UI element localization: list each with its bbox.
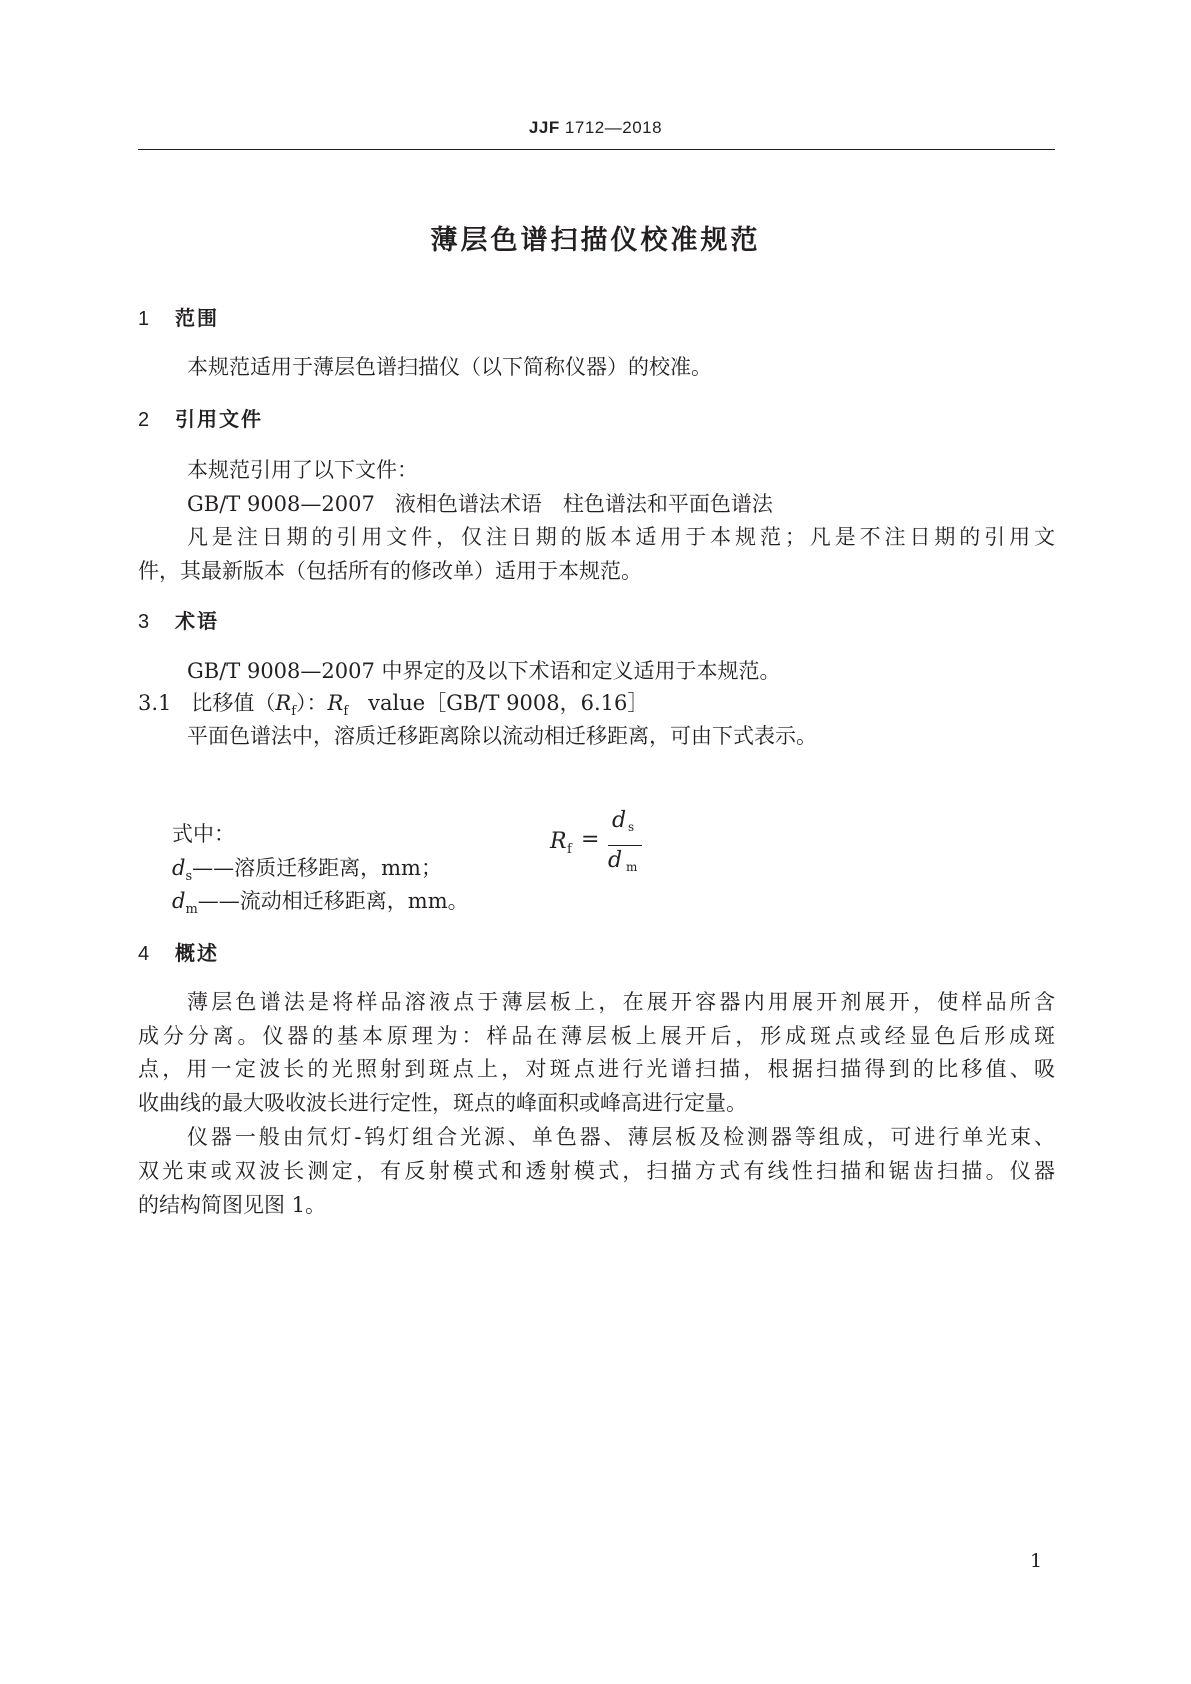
variable-symbol: d	[172, 856, 186, 880]
term-english: value［GB/T 9008，6.16］	[368, 691, 649, 715]
variable-description: ——溶质迁移距离，mm；	[192, 856, 442, 880]
variable-subscript: m	[185, 902, 198, 917]
paragraph-line: 平面色谱法中，溶质迁移距离除以流动相迁移距离，可由下式表示。	[187, 724, 817, 748]
where-label: 式中：	[172, 822, 235, 846]
term-english-symbol: R	[327, 691, 344, 715]
section-number: 1	[138, 308, 150, 330]
reference-entry	[187, 488, 773, 518]
term-english-subscript: f	[343, 704, 349, 719]
formula-denominator-sub: m	[626, 860, 638, 874]
term-3-1	[138, 687, 1055, 717]
paragraph-line: 双光束或双波长测定，有反射模式和透射模式，扫描方式有线性扫描和锯齿扫描。仪器	[138, 1159, 1055, 1183]
variable-subscript: s	[185, 869, 193, 884]
section-number: 4	[138, 943, 150, 965]
section-title: 引用文件	[175, 407, 263, 431]
section-heading-4	[138, 937, 219, 966]
section-title: 术语	[175, 609, 219, 633]
section-title: 概述	[175, 941, 219, 965]
term-number: 3.1	[138, 691, 172, 715]
paragraph-line: 本规范适用于薄层色谱扫描仪（以下简称仪器）的校准。	[187, 355, 712, 379]
document-title: 薄层色谱扫描仪校准规范	[430, 225, 761, 256]
term-separator: ）：	[296, 691, 328, 715]
section-number: 3	[138, 611, 150, 633]
formula-f: f	[567, 842, 572, 857]
formula-equals: =	[581, 827, 600, 852]
term-symbol-subscript: f	[291, 704, 297, 719]
section-title: 范围	[175, 306, 219, 330]
term-symbol: R	[275, 691, 292, 715]
section-heading-1	[138, 302, 219, 331]
standard-code	[0, 118, 1191, 138]
formula-R: R	[550, 829, 567, 854]
paragraph-line: 本规范引用了以下文件：	[187, 458, 418, 482]
variable-description: ——流动相迁移距离，mm。	[197, 889, 469, 913]
section-heading-3	[138, 605, 219, 634]
section-number: 2	[138, 409, 150, 431]
standard-code-prefix: JJF	[528, 118, 560, 137]
reference-title: 液相色谱法术语 柱色谱法和平面色谱法	[394, 492, 773, 516]
paragraph-line: GB/T 9008—2007 中界定的及以下术语和定义适用于本规范。	[187, 659, 781, 683]
paragraph-line: 成分分离。仪器的基本原理为：样品在薄层板上展开后，形成斑点或经显色后形成斑	[138, 1024, 1055, 1048]
header-rule	[138, 149, 1055, 150]
paragraph-line: 的结构简图见图 1。	[138, 1193, 327, 1217]
page-number: 1	[1030, 1550, 1043, 1572]
formula-numerator-sub: s	[628, 820, 635, 834]
variable-dm	[172, 885, 469, 915]
variable-symbol: d	[172, 889, 186, 913]
paragraph-line: 点，用一定波长的光照射到斑点上，对斑点进行光谱扫描，根据扫描得到的比移值、吸	[138, 1057, 1055, 1081]
section-heading-2	[138, 403, 263, 432]
paragraph-line: 仪器一般由氘灯-钨灯组合光源、单色器、薄层板及检测器等组成，可进行单光束、	[187, 1125, 1055, 1149]
formula-denominator: d	[608, 848, 623, 873]
fraction-bar	[608, 845, 642, 846]
standard-code-number: 1712—2018	[559, 118, 663, 137]
reference-code: GB/T 9008—2007	[187, 492, 375, 516]
paragraph-line: 收曲线的最大吸收波长进行定性，斑点的峰面积或峰高进行定量。	[138, 1091, 747, 1115]
paragraph-line: 凡是注日期的引用文件，仅注日期的版本适用于本规范；凡是不注日期的引用文	[187, 525, 1055, 549]
formula-numerator: d	[612, 808, 627, 833]
term-name: 比移值（	[191, 691, 276, 715]
rf-formula	[550, 808, 690, 892]
paragraph-line: 件，其最新版本（包括所有的修改单）适用于本规范。	[138, 559, 642, 583]
variable-ds	[172, 852, 442, 882]
paragraph-line: 薄层色谱法是将样品溶液点于薄层板上，在展开容器内用展开剂展开，使样品所含	[187, 990, 1055, 1014]
